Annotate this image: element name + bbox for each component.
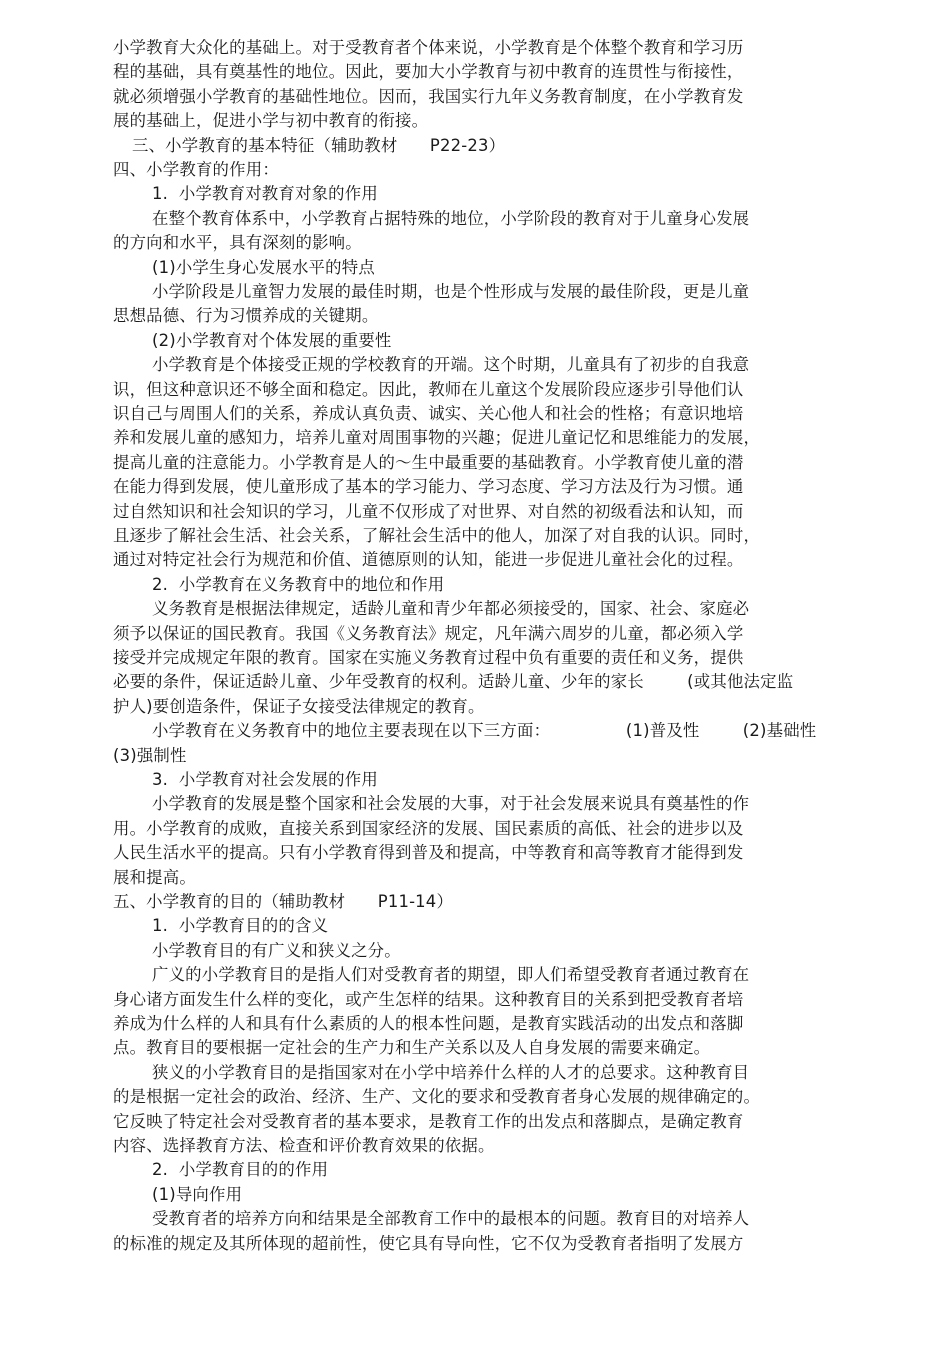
text-line: 就必须增强小学教育的基础性地位。因而，我国实行九年义务教育制度，在小学教育发 — [113, 86, 744, 106]
text-line: 小学教育目的有广义和狭义之分。 — [152, 940, 401, 960]
text-line: 的方向和水平，具有深刻的影响。 — [113, 233, 362, 253]
text-line: 内容、选择教育方法、检查和评价教育效果的依据。 — [113, 1136, 495, 1155]
text-line: 接受并完成规定年限的教育。国家在实施义务教育过程中负有重要的责任和义务，提供 — [113, 648, 744, 667]
text-line: (3)强制性 — [113, 745, 187, 765]
text-line: (1)导向作用 — [152, 1184, 243, 1204]
text-line: 须予以保证的国民教育。我国《义务教育法》规定，凡年满六周岁的儿童，都必须入学 — [113, 623, 744, 643]
text-line: 思想品德、行为习惯养成的关键期。 — [113, 306, 379, 326]
text-line: 小学阶段是儿童智力发展的最佳时期，也是个性形成与发展的最佳阶段，更是儿童 — [152, 282, 750, 301]
text-line: 四、小学教育的作用： — [113, 160, 279, 179]
text-line: (1)小学生身心发展水平的特点 — [152, 257, 375, 277]
text-line: 在整个教育体系中，小学教育占据特殊的地位，小学阶段的教育对于儿童身心发展 — [152, 208, 750, 228]
text-line: 五、小学教育的目的（辅助教材 P11-14） — [113, 892, 454, 911]
text-line: 小学教育的发展是整个国家和社会发展的大事，对于社会发展来说具有奠基性的作 — [152, 794, 750, 814]
text-line: 点。教育目的要根据一定社会的生产力和生产关系以及人自身发展的需要来确定。 — [113, 1038, 711, 1058]
text-line: 护人)要创造条件，保证子女接受法律规定的教育。 — [113, 696, 485, 716]
text-line: 且逐步了解社会生活、社会关系，了解社会生活中的他人，加深了对自我的认识。同时， — [113, 526, 761, 545]
text-line: 识，但这种意识还不够全面和稳定。因此，教师在儿童这个发展阶段应逐步引导他们认 — [113, 379, 744, 399]
text-line: 过自然知识和社会知识的学习，儿童不仅形成了对世界、对自然的初级看法和认知，而 — [113, 501, 744, 521]
text-line: 1. 小学教育目的的含义 — [152, 916, 329, 936]
text-line: 它反映了特定社会对受教育者的基本要求，是教育工作的出发点和落脚点，是确定教育 — [113, 1111, 744, 1131]
text-line: 人民生活水平的提高。只有小学教育得到普及和提高，中等教育和高等教育才能得到发 — [113, 843, 744, 863]
text-line: 展的基础上，促进小学与初中教育的衔接。 — [113, 111, 429, 131]
text-line: 识自己与周围人们的关系，养成认真负责、诚实、关心他人和社会的性格；有意识地培 — [113, 404, 744, 423]
text-line: 小学教育在义务教育中的地位主要表现在以下三方面： (1)普及性 (2)基础性 — [152, 721, 817, 741]
text-line: 受教育者的培养方向和结果是全部教育工作中的最根本的问题。教育目的对培养人 — [152, 1209, 750, 1229]
text-line: 义务教育是根据法律规定，适龄儿童和青少年都必须接受的，国家、社会、家庭必 — [152, 599, 750, 619]
text-line: 必要的条件，保证适龄儿童、少年受教育的权利。适龄儿童、少年的家长 (或其他法定监 — [113, 672, 794, 692]
text-line: 养成为什么样的人和具有什么素质的人的根本性问题，是教育实践活动的出发点和落脚 — [113, 1014, 744, 1033]
text-line: 3. 小学教育对社会发展的作用 — [152, 770, 378, 789]
text-line: 提高儿童的注意能力。小学教育是人的～生中最重要的基础教育。小学教育使儿童的潜 — [113, 452, 744, 472]
text-line: 三、小学教育的基本特征（辅助教材 P22-23） — [132, 135, 506, 155]
text-line: (2)小学教育对个体发展的重要性 — [152, 330, 392, 350]
text-line: 在能力得到发展，使儿童形成了基本的学习能力、学习态度、学习方法及行为习惯。通 — [113, 477, 744, 497]
text-line: 1. 小学教育对教育对象的作用 — [152, 184, 378, 204]
text-line: 的标准的规定及其所体现的超前性，使它具有导向性，它不仅为受教育者指明了发展方 — [113, 1233, 744, 1253]
text-line: 展和提高。 — [113, 867, 196, 887]
text-line: 2. 小学教育目的的作用 — [152, 1160, 329, 1180]
text-line: 用。小学教育的成败，直接关系到国家经济的发展、国民素质的高低、社会的进步以及 — [113, 818, 744, 838]
text-line: 广义的小学教育目的是指人们对受教育者的期望，即人们希望受教育者通过教育在 — [152, 965, 750, 985]
text-line: 小学教育大众化的基础上。对于受教育者个体来说，小学教育是个体整个教育和学习历 — [113, 38, 744, 57]
text-line: 小学教育是个体接受正规的学校教育的开端。这个时期，儿童具有了初步的自我意 — [152, 355, 750, 375]
text-line: 通过对特定社会行为规范和价值、道德原则的认知，能进一步促进儿童社会化的过程。 — [113, 550, 744, 570]
text-line: 的是根据一定社会的政治、经济、生产、文化的要求和受教育者身心发展的规律确定的。 — [113, 1087, 761, 1107]
text-line: 2. 小学教育在义务教育中的地位和作用 — [152, 574, 445, 594]
text-line: 程的基础，具有奠基性的地位。因此，要加大小学教育与初中教育的连贯性与衔接性， — [113, 62, 744, 82]
text-line: 狭义的小学教育目的是指国家对在小学中培养什么样的人才的总要求。这种教育目 — [152, 1062, 750, 1082]
text-line: 养和发展儿童的感知力，培养儿童对周围事物的兴趣；促进儿童记忆和思维能力的发展， — [113, 428, 761, 448]
text-line: 身心诸方面发生什么样的变化，或产生怎样的结果。这种教育目的关系到把受教育者培 — [113, 989, 744, 1009]
